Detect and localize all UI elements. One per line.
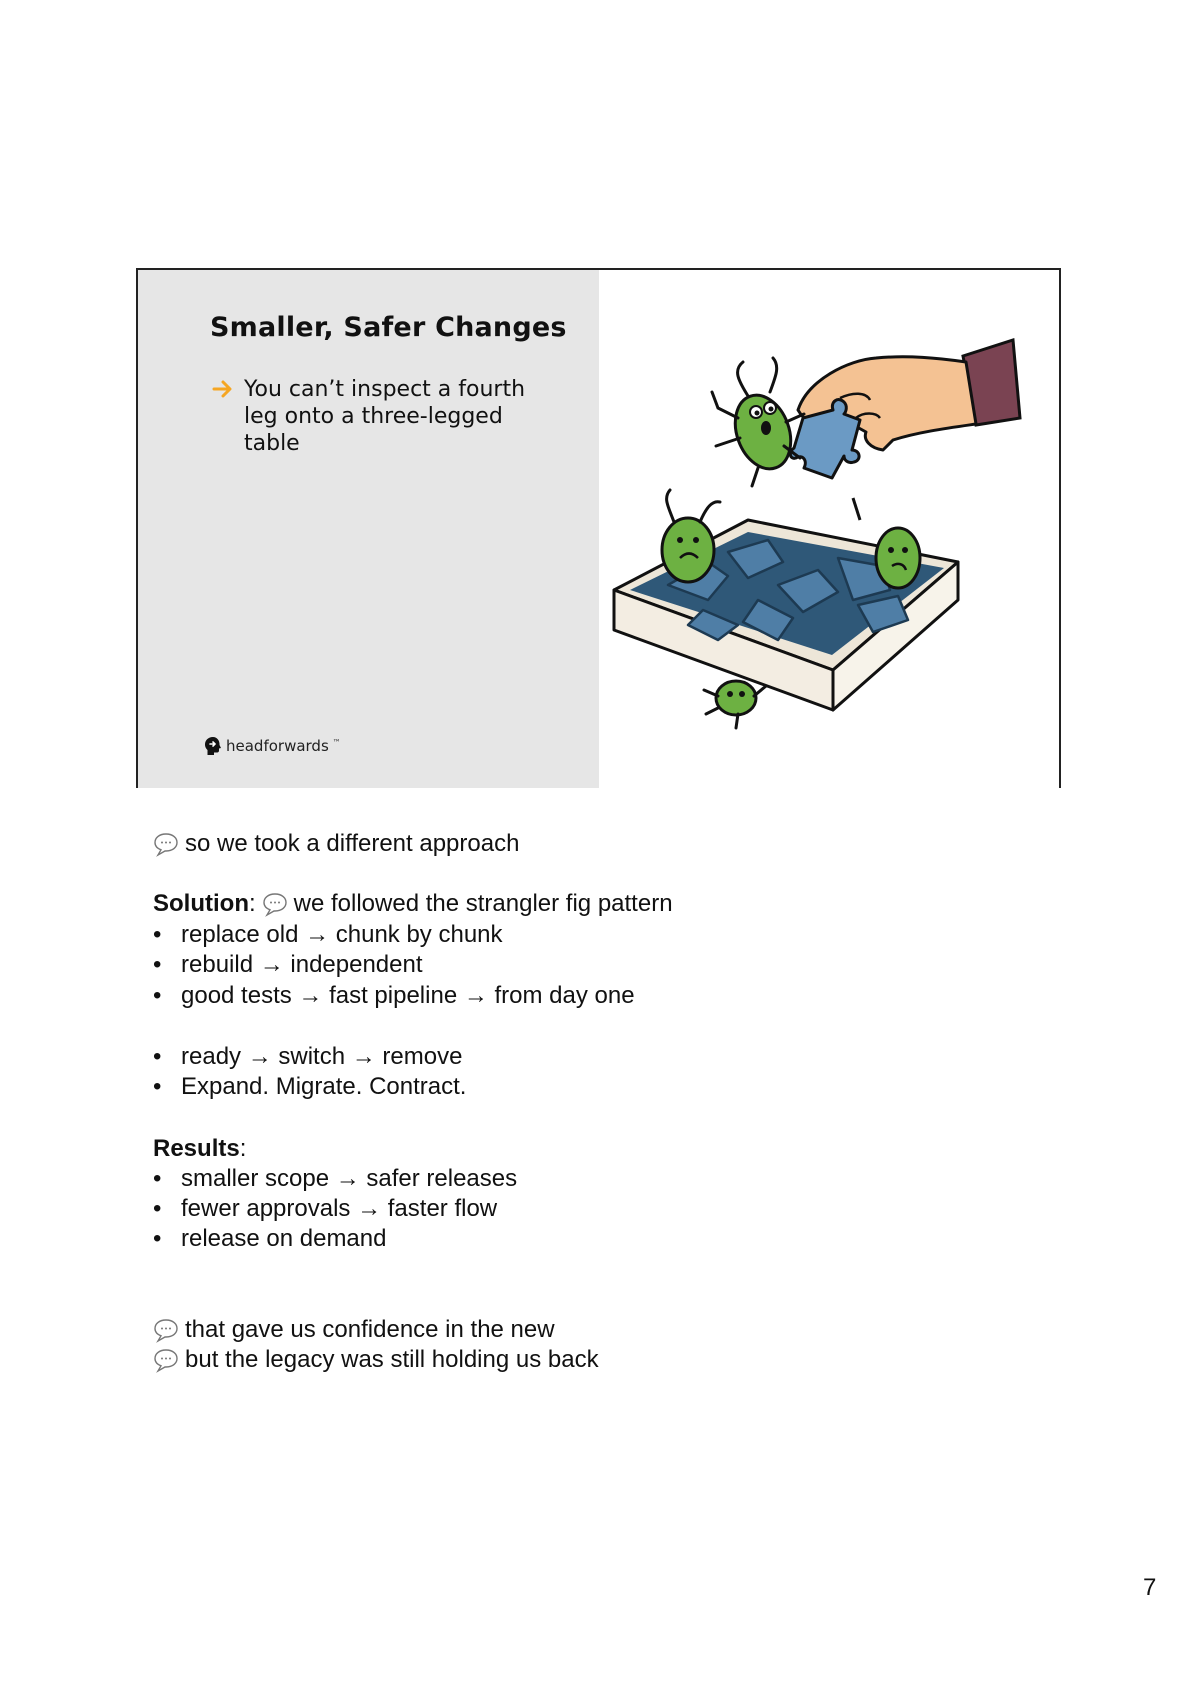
notes-outro-1-text: that gave us confidence in the new xyxy=(185,1316,555,1343)
notes-outro-2-text: but the legacy was still holding us back xyxy=(185,1346,599,1373)
results-item-1: smaller scope → safer releases xyxy=(181,1165,518,1192)
list-item xyxy=(153,1043,462,1071)
slide-title: Smaller, Safer Changes xyxy=(210,312,567,343)
results-separator: : xyxy=(239,1135,247,1162)
solution-item-2: rebuild → independent xyxy=(181,951,423,978)
notes-outro-2 xyxy=(153,1346,599,1374)
results-item-3: release on demand xyxy=(181,1225,387,1252)
solution-text: we followed the strangler fig pattern xyxy=(293,890,673,917)
head-icon xyxy=(204,736,222,756)
list-item xyxy=(153,1225,386,1253)
arrow-right-icon xyxy=(212,378,234,400)
bullet: • xyxy=(153,951,162,978)
logo-trademark: ™ xyxy=(332,738,341,747)
bugs-puzzle-illustration xyxy=(608,300,1053,760)
speech-bubble-icon xyxy=(153,1347,179,1373)
bullet: • xyxy=(153,982,162,1009)
list-item xyxy=(153,921,503,949)
solution-item-1: replace old → chunk by chunk xyxy=(181,921,503,948)
list-item xyxy=(153,1195,497,1223)
slide-bullet-text: You can’t inspect a fourth leg onto a three-legged table xyxy=(244,377,526,456)
bullet: • xyxy=(153,1195,162,1222)
bullet: • xyxy=(153,1165,162,1192)
results-item-2: fewer approvals → faster flow xyxy=(181,1195,498,1222)
list-item xyxy=(153,1165,517,1193)
slide-frame xyxy=(136,268,1061,788)
solution-item-5: Expand. Migrate. Contract. xyxy=(181,1073,467,1100)
logo-text: headforwards xyxy=(226,737,329,755)
slide-text-panel xyxy=(138,270,599,788)
list-item xyxy=(153,1073,466,1101)
notes-solution-heading xyxy=(153,890,673,918)
bullet: • xyxy=(153,1225,162,1252)
solution-separator: : xyxy=(248,890,256,917)
speech-bubble-icon xyxy=(262,891,288,917)
page-number: 7 xyxy=(1143,1574,1157,1601)
solution-item-3: good tests → fast pipeline → from day one xyxy=(181,982,635,1009)
bullet: • xyxy=(153,1043,162,1070)
solution-item-4: ready → switch → remove xyxy=(181,1043,463,1070)
speech-bubble-icon xyxy=(153,1317,179,1343)
bullet: • xyxy=(153,921,162,948)
list-item xyxy=(153,951,423,979)
solution-label: Solution xyxy=(153,890,249,917)
headforwards-logo xyxy=(204,736,341,756)
notes-outro-1 xyxy=(153,1316,555,1344)
notes-intro-text: so we took a different approach xyxy=(185,830,520,857)
speech-bubble-icon xyxy=(153,831,179,857)
notes-intro xyxy=(153,830,519,858)
bullet: • xyxy=(153,1073,162,1100)
list-item xyxy=(153,982,635,1010)
notes-results-heading xyxy=(153,1135,246,1163)
results-label: Results xyxy=(153,1135,240,1162)
